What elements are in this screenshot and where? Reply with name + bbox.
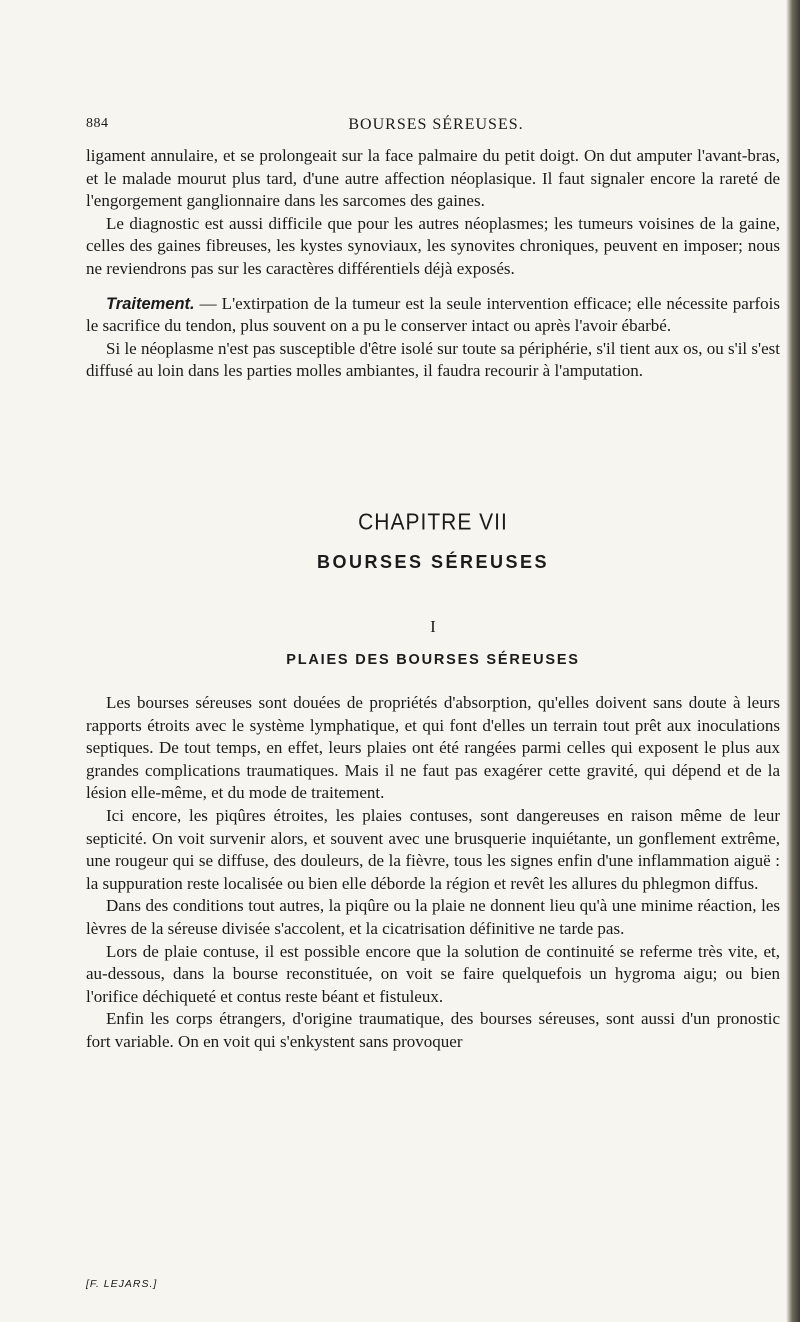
section-number: I xyxy=(430,617,436,636)
section-heading: PLAIES DES BOURSES SÉREUSES xyxy=(286,652,580,668)
paragraph-traitement xyxy=(86,293,780,338)
page-header xyxy=(86,116,786,136)
text-block-top xyxy=(86,145,780,383)
chapter-title: BOURSES SÉREUSES xyxy=(316,552,550,572)
paragraph: Les bourses séreuses sont douées de propriétés d'absorption, qu'elles doivent sans doute à leurs rapports étroits avec le système lymphatique, et qui font d'elles un terrain tout prêt aux inoculations septiques. De tout temps, en effet, leurs plaies ont été rangées parmi celles qui exposent le plus aux grandes complications traumatiques. Mais il ne faut pas exagérer cette gravité, qui dépend et de la lésion elle-même, et du mode de traitement. xyxy=(86,693,780,803)
traitement-text: — L'extirpation de la tumeur est la seule intervention efficace; elle nécessite parfois le sacrifice du tendon, plus souvent on a pu le conserver intact ou après l'avoir ébarbé. xyxy=(86,293,780,336)
text-block-bottom xyxy=(86,692,780,1054)
paragraph: Lors de plaie contuse, il est possible encore que la solution de continuité se referme très vite, et, au-dessous, dans la bourse reconstituée, on voit se faire quelquefois un hygroma aigu; ou bien l'orifice déchiqueté et contus reste béant et fistuleux. xyxy=(86,941,780,1006)
section-title-traitement: Traitement. xyxy=(106,294,195,313)
printer-signature: [F. LEJARS.] xyxy=(86,1278,158,1290)
page-edge-shadow xyxy=(786,0,800,1322)
paragraph: Ici encore, les piqûres étroites, les plaies contuses, sont dangereuses en raison même de leur septicité. On voit survenir alors, et souvent avec une brusquerie inquiétante, un gonflement extrême, une rougeur qui se diffuse, des douleurs, de la fièvre, tous les signes enfin d'une inflammation aiguë : la suppuration reste localisée ou bien elle déborde la région et revêt les allures du phlegmon diffus. xyxy=(86,805,780,893)
page-number: 884 xyxy=(86,116,109,131)
paragraph: Enfin les corps étrangers, d'origine traumatique, des bourses séreuses, sont aussi d'un pronostic fort variable. On en voit qui s'enkystent sans provoquer xyxy=(86,1009,780,1051)
paragraph: Si le néoplasme n'est pas susceptible d'être isolé sur toute sa périphérie, s'il tient aux os, ou s'il s'est diffusé au loin dans les parties molles ambiantes, il faudra recourir à l'amputation. xyxy=(86,338,780,381)
paragraph: Dans des conditions tout autres, la piqûre ou la plaie ne donnent lieu qu'à une minime réaction, les lèvres de la séreuse divisée s'accolent, et la cicatrisation définitive ne tarde pas. xyxy=(86,896,780,938)
paragraph: Le diagnostic est aussi difficile que pour les autres néoplasmes; les tumeurs voisines de la gaine, celles des gaines fibreuses, les kystes synoviaux, les synovites chroniques, peuvent en imposer; nous ne reviendrons pas sur les caractères différentiels déjà exposés. xyxy=(86,213,780,278)
paragraph: ligament annulaire, et se prolongeait sur la face palmaire du petit doigt. On dut amputer l'avant-bras, et le malade mourut plus tard, d'une autre affection néoplasique. Il faut signaler encore la rareté de l'engorgement ganglionnaire dans les sarcomes des gaines. xyxy=(86,146,780,211)
chapter-number: CHAPITRE VII xyxy=(358,509,508,536)
running-title: BOURSES SÉREUSES. xyxy=(348,116,524,133)
